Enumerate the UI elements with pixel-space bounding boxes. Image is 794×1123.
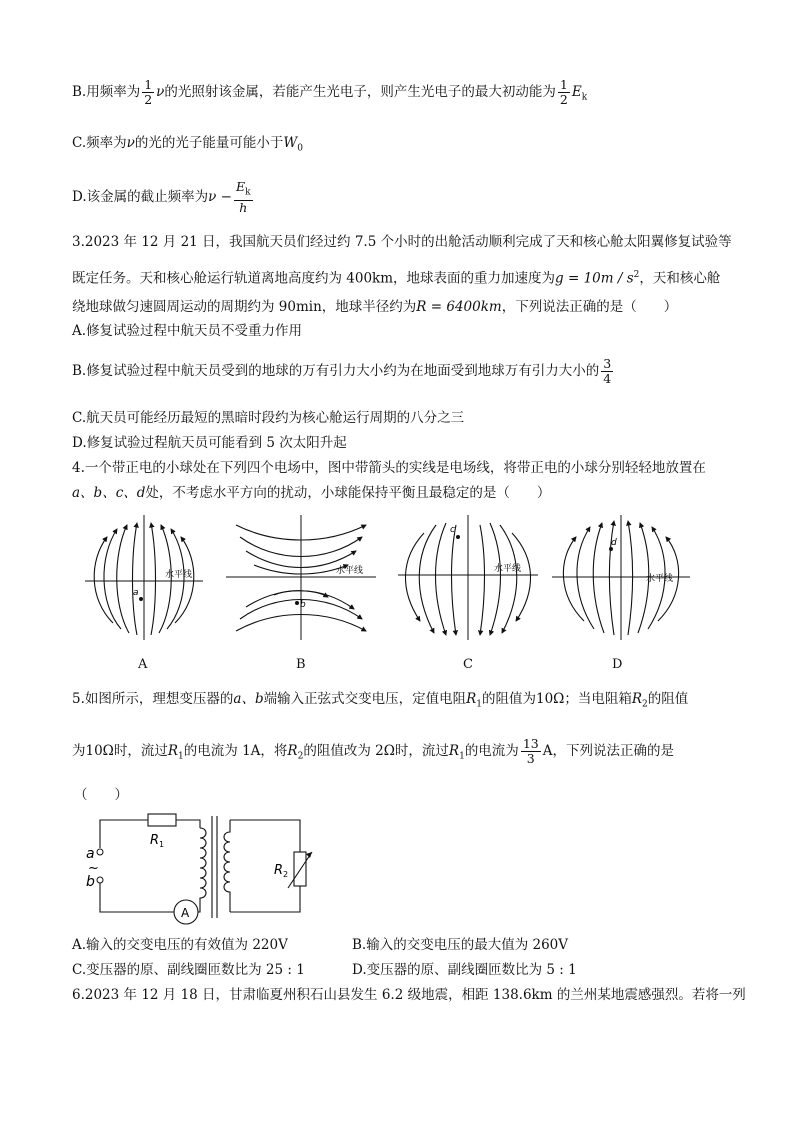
point-c-label: c [450,525,455,535]
point-a [139,597,143,601]
point-b [295,601,299,605]
field-figure-d [552,515,690,640]
q5-option-b: B.输入的交变电压的最大值为 260V [352,937,569,953]
resistor-r1 [148,814,176,826]
fraction-half-ek: $\frac{1}{2}$ [559,77,568,107]
horizontal-line-label-d: 水平线 [646,574,674,584]
r2-label-sub: 2 [283,870,289,879]
q3-line-3: 绕地球做匀速圆周运动的周期约为 90min，地球半径约为R = 6400km，下列说法正确的是（ ） [72,299,678,315]
point-a-label: a [133,588,139,598]
q4-line-2: a、b、c、d处，不考虑水平方向的扰动，小球能保持平衡且最稳定的是（ ） [72,485,551,501]
ac-source-symbol: ~ [88,861,99,876]
q3-option-b: B.修复试验过程中航天员受到的地球的万有引力大小约为在地面受到地球万有引力大小的 $\frac{3}{4}$ [72,356,612,386]
figure-label-b: B [296,657,306,672]
r1-label-sub: 1 [159,840,165,849]
q5-line-1: 5.如图所示，理想变压器的a、b端输入正弦式交变电压，定值电阻$R_1$的阻值为10Ω；当电阻箱$R_2$的阻值 [72,691,689,710]
field-figure-a [85,515,203,640]
terminal-a [97,849,103,855]
q3-option-c: C.航天员可能经历最短的黑暗时段约为核心舱运行周期的八分之三 [72,410,465,426]
r2-label: R [274,863,284,878]
q3-line-1: 3.2023 年 12 月 21 日，我国航天员们经过约 7.5 个小时的出舱活动顺利完成了天和核心舱太阳翼修复试验等 [72,234,732,250]
primary-coil [200,828,206,904]
point-b-label: b [300,600,306,610]
resistor-box-r2 [294,852,306,886]
point-c [456,535,460,539]
horizontal-line-label-a: 水平线 [165,570,193,580]
q3-line-2: 既定任务。天和核心舱运行轨道离地高度约为 400km，地球表面的重力加速度为$g = 10m / s^2$，天和核心舱 [72,270,721,287]
point-d-label: d [611,538,617,548]
terminal-a-label: a [86,846,95,862]
q6-line-1: 6.2023 年 12 月 18 日，甘肃临夏州积石山县发生 6.2 级地震，相距 138.6km 的兰州某地震感强烈。若将一列 [72,987,746,1003]
fraction-thirteen-thirds: $\frac{13}{3}$ [522,736,539,766]
q2-option-b: B.用频率为 $\frac{1}{2}$ ν的光照射该金属，若能产生光电子，则产生光电子的最大初动能为 $\frac{1}{2}$ $E_k$ [72,77,588,107]
horizontal-line-label-c: 水平线 [494,564,522,574]
terminal-b [97,877,103,883]
q5-option-c: C.变压器的原、副线圈匝数比为 25 : 1 [72,962,305,978]
q3-option-a: A.修复试验过程中航天员不受重力作用 [72,323,303,339]
figure-label-d: D [612,657,623,672]
figure-label-c: C [463,657,473,672]
q3-option-d: D.修复试验过程航天员可能看到 5 次太阳升起 [72,435,347,451]
field-figure-b [226,515,376,640]
terminal-b-label: b [86,874,95,890]
field-figure-c [398,515,538,640]
r1-label: R [150,833,160,848]
figure-label-a: A [138,657,148,672]
secondary-coil [224,820,230,912]
horizontal-line-label-b: 水平线 [336,566,364,576]
q5-option-d: D.变压器的原、副线圈匝数比为 5 : 1 [352,962,577,978]
fraction-half: $\frac{1}{2}$ [144,77,153,107]
q2-option-d: D.该金属的截止频率为ν − $\frac{E_k}{h}$ [72,179,251,215]
fraction-three-quarters: $\frac{3}{4}$ [603,356,612,386]
fraction-ek-h: $\frac{E_k}{h}$ [235,179,251,215]
q2-option-c: C.频率为ν的光的光子能量可能小于$W_0$ [72,135,303,154]
q5-option-a: A.输入的交变电压的有效值为 220V [72,937,288,953]
q5-line-3: （ ） [74,787,128,803]
q4-line-1: 4.一个带正电的小球处在下列四个电场中，图中带箭头的实线是电场线，将带正电的小球分别轻轻地放置在 [72,460,706,476]
transformer-circuit [82,808,322,930]
q5-line-2: 为10Ω时，流过$R_1$的电流为 1A，将$R_2$的阻值改为 2Ω时，流过$R_1$的电流为 $\frac{13}{3}$ A，下列说法正确的是 [72,736,674,766]
ammeter-label: A [181,906,190,920]
